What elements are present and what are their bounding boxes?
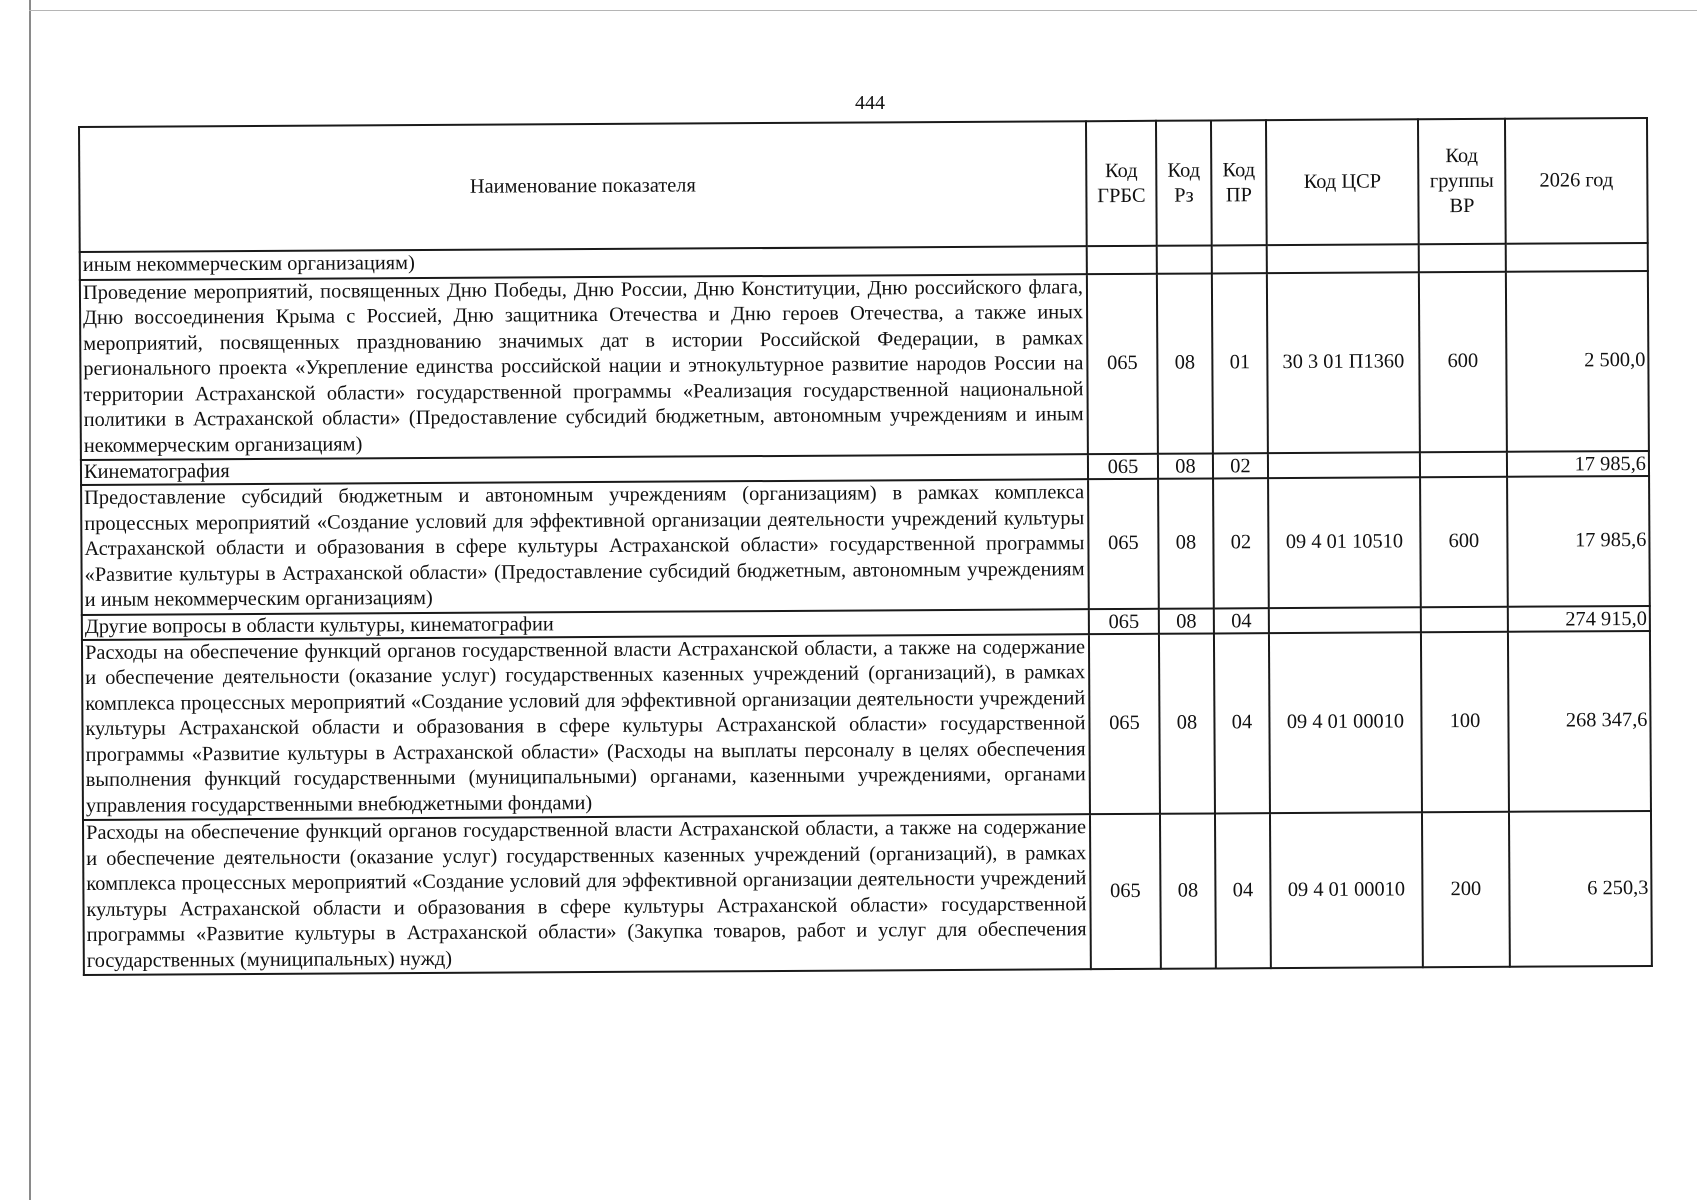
row-pr: 04 [1214, 608, 1269, 633]
row-name: Кинематография [81, 454, 1088, 485]
row-amount: 268 347,6 [1508, 630, 1651, 811]
row-grbs: 065 [1087, 273, 1158, 454]
table-header-row [79, 118, 1648, 252]
row-vr: 600 [1419, 271, 1507, 452]
row-vr: 200 [1422, 812, 1510, 967]
row-name: Другие вопросы в области культуры, кинематографии [82, 609, 1089, 640]
row-csr [1267, 244, 1419, 272]
row-pr: 04 [1215, 813, 1271, 968]
header-vr: Код группы ВР [1418, 119, 1506, 244]
row-vr [1421, 606, 1508, 632]
row-name: Расходы на обеспечение функций органов государственной власти Астраханской области, а также на содержание и обеспечение деятельности (оказание услуг) государственных казенных учреждений (организаций), в рамках комплекса процессных мероприятий «Создание условий для эффективной организации деятельности учреждений культуры Астраханской области и образования в сфере культуры Астраханской области» государственной программы «Развитие культуры в Астраханской области» (Закупка товаров, работ и услуг для обеспечения государственных (муниципальных) нужд) [83, 814, 1091, 975]
table-row [83, 811, 1652, 975]
row-csr [1268, 452, 1420, 478]
row-rz: 08 [1157, 273, 1213, 454]
header-pr: Код ПР [1211, 120, 1267, 245]
scan-binding-edge [29, 0, 31, 1200]
row-grbs: 065 [1089, 633, 1160, 814]
row-grbs: 065 [1088, 479, 1159, 609]
row-csr: 09 4 01 00010 [1270, 812, 1423, 968]
row-name: иным некоммерческим организациям) [80, 246, 1087, 279]
row-name: Предоставление субсидий бюджетным и автономным учреждениям (организациям) в рамках комплекса процессных мероприятий «Создание условий для эффективной организации деятельности учреждений культуры Астраханской области и образования в сфере культуры Астраханской области» государственной программы «Развитие культуры в Астраханской области» (Предоставление субсидий бюджетным, автономным учреждениям и иным некоммерческим организациям) [81, 479, 1089, 614]
row-rz [1157, 245, 1212, 273]
row-amount [1506, 243, 1648, 271]
row-rz: 08 [1159, 608, 1214, 633]
row-pr: 04 [1214, 633, 1270, 814]
row-amount: 17 985,6 [1507, 476, 1650, 606]
row-amount: 2 500,0 [1506, 270, 1649, 451]
table-row [80, 270, 1649, 460]
header-name: Наименование показателя [79, 121, 1087, 252]
row-grbs: 065 [1088, 454, 1158, 479]
header-grbs: Код ГРБС [1086, 121, 1157, 246]
row-rz: 08 [1160, 813, 1216, 968]
scan-top-edge [29, 10, 1697, 11]
row-grbs [1087, 246, 1157, 274]
header-rz: Код Рз [1156, 120, 1212, 245]
row-csr [1269, 607, 1421, 633]
page-number: 444 [855, 92, 885, 114]
row-rz: 08 [1158, 478, 1214, 608]
row-csr: 09 4 01 10510 [1268, 477, 1421, 607]
row-vr [1420, 452, 1507, 478]
row-grbs: 065 [1090, 814, 1161, 969]
row-pr: 01 [1212, 273, 1268, 454]
row-pr [1212, 245, 1267, 273]
row-amount: 274 915,0 [1508, 605, 1650, 631]
row-csr: 09 4 01 00010 [1269, 632, 1422, 813]
row-pr: 02 [1213, 453, 1268, 478]
row-vr: 600 [1420, 477, 1508, 607]
table-row [81, 476, 1650, 615]
row-amount: 6 250,3 [1509, 811, 1652, 967]
header-amount: 2026 год [1505, 118, 1648, 244]
row-pr: 02 [1213, 478, 1269, 608]
row-rz: 08 [1158, 453, 1213, 478]
row-amount: 17 985,6 [1507, 451, 1649, 477]
row-name: Расходы на обеспечение функций органов государственной власти Астраханской области, а также на содержание и обеспечение деятельности (оказание услуг) государственных казенных учреждений (организаций), в рамках комплекса процессных мероприятий «Создание условий для эффективной организации деятельности учреждений культуры Астраханской области и образования в сфере культуры Астраханской области» государственной программы «Развитие культуры в Астраханской области» (Расходы на выплаты персоналу в целях обеспечения выполнения функций государственными (муниципальными) органами, казенными учреждениями, органами управления государственными внебюджетными фондами) [82, 634, 1090, 820]
budget-table [78, 117, 1653, 976]
row-vr: 100 [1421, 631, 1509, 812]
header-csr: Код ЦСР [1266, 119, 1419, 245]
row-grbs: 065 [1089, 608, 1159, 633]
row-vr [1419, 244, 1506, 272]
row-csr: 30 3 01 П1360 [1267, 272, 1420, 453]
row-name: Проведение мероприятий, посвященных Дню Победы, Дню России, Дню Конституции, Дню российского флага, Дню воссоединения Крыма с Россией, Дню защитника Отечества и Дню героев Отечества, а также иных мероприятий, посвященных празднованию значимых дат в истории Российской Федерации, в рамках регионального проекта «Укрепление единства российской нации и этнокультурное развитие народов России на территории Астраханской области» государственной программы «Реализация государственной национальной политики в Астраханской области» (Предоставление субсидий бюджетным, автономным учреждениям и иным некоммерческим организациям) [80, 274, 1088, 460]
row-rz: 08 [1159, 633, 1215, 814]
table-row [82, 630, 1651, 820]
